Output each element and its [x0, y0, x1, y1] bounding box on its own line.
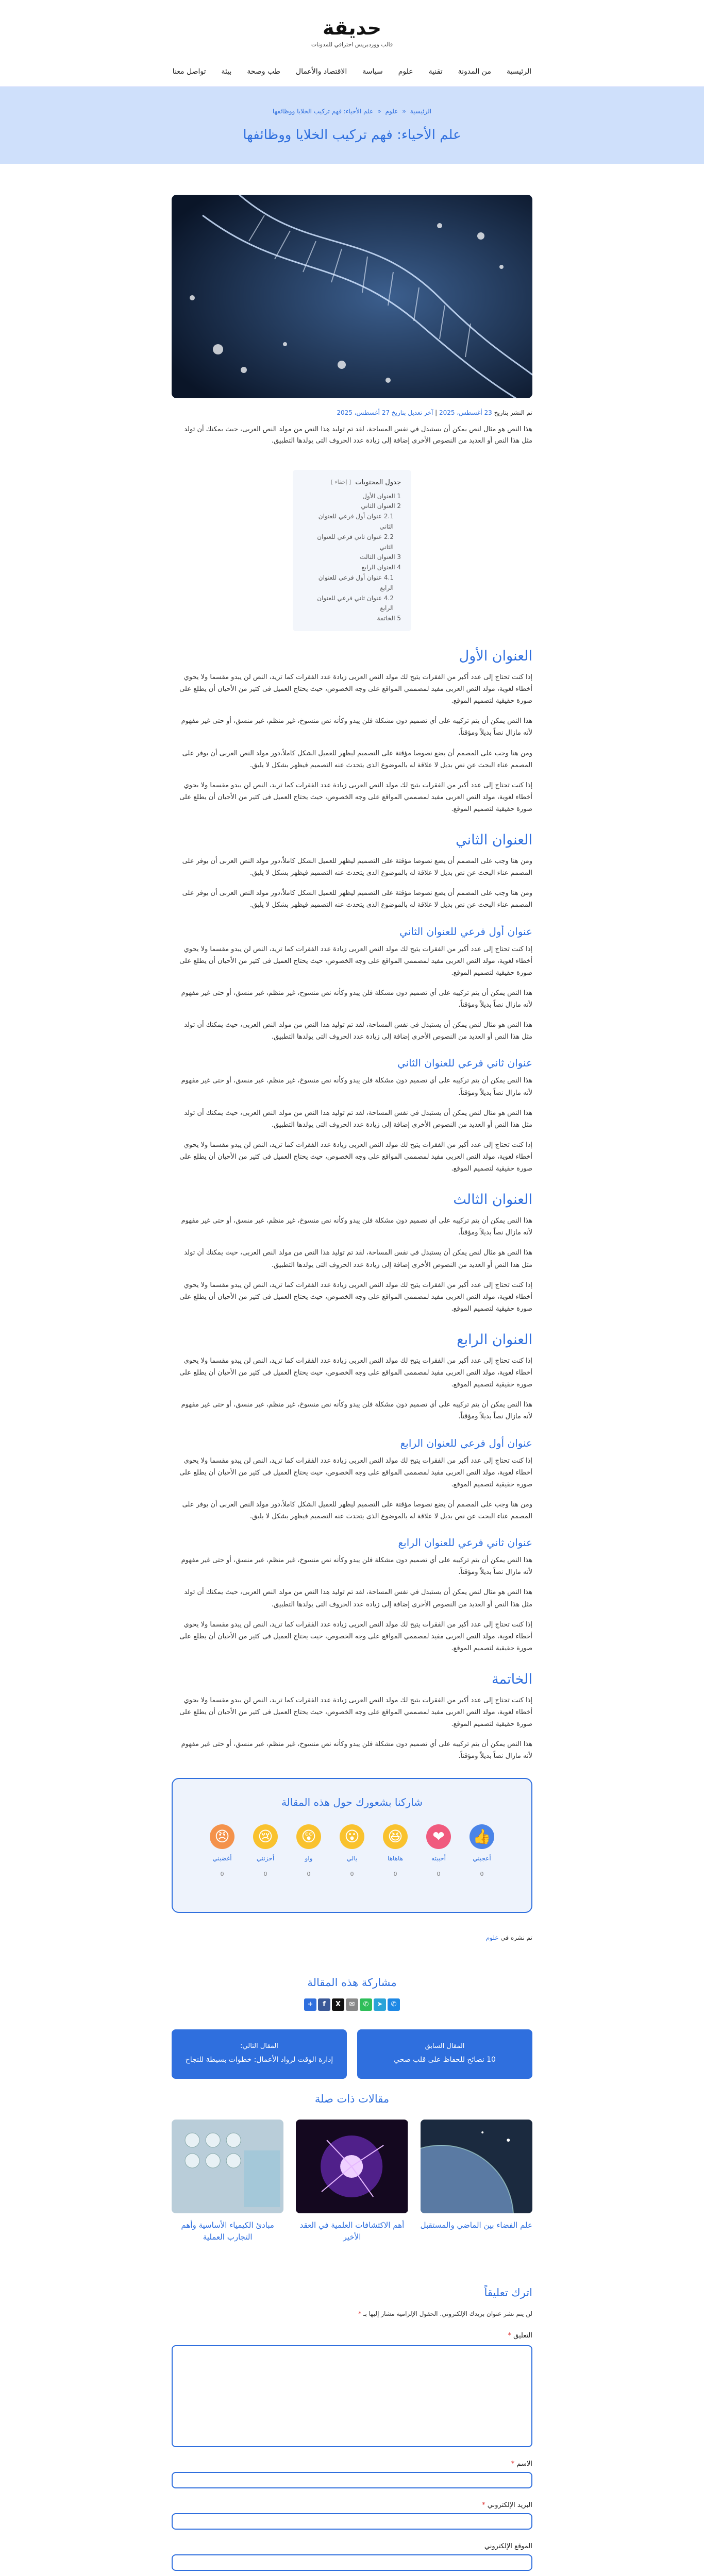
- share-email-icon[interactable]: ✉: [346, 1998, 358, 2011]
- paragraph: إذا كنت تحتاج إلى عدد أكبر من الفقرات يتيح لك مولد النص العربى زيادة عدد الفقرات كما تريد، النص لن يبدو مقسما ولا يحوي أخطاء لغوية، مولد النص العربى مفيد لمصممي المواقع على وجه الخصوص، حيث يحتاج العميل فى كثير من الأحيان أن يطلع على صورة حقيقية لتصميم الموقع.: [179, 945, 532, 977]
- paragraph: ومن هنا وجب على المصمم أن يضع نصوصا مؤقتة على التصميم ليظهر للعميل الشكل كاملاً،دور مولد النص العربى أن يوفر على المصمم عناء البحث عن نص بديل لا علاقة له بالموضوع الذى يتحدث عنه التصميم فيظهر بشكل لا يليق.: [182, 889, 532, 909]
- related-title: مقالات ذات صلة: [314, 2092, 390, 2105]
- reaction-label: واو: [305, 1854, 313, 1862]
- nav-item-health[interactable]: طب وصحة: [247, 67, 280, 76]
- reaction-count: 0: [350, 1871, 354, 1877]
- reaction-2[interactable]: [380, 1824, 410, 1879]
- next-post-button[interactable]: [172, 2029, 347, 2079]
- reaction-emoji-icon[interactable]: 😮: [340, 1824, 364, 1849]
- subheading-2-1: عنوان أول فرعي للعنوان الثاني: [399, 925, 532, 938]
- reaction-count: 0: [307, 1871, 311, 1877]
- subheading-2-2: عنوان ثاني فرعي للعنوان الثاني: [397, 1057, 532, 1070]
- paragraph: إذا كنت تحتاج إلى عدد أكبر من الفقرات يتيح لك مولد النص العربى زيادة عدد الفقرات كما تريد، النص لن يبدو مقسما ولا يحوي أخطاء لغوية، مولد النص العربى مفيد لمصممي المواقع على وجه الخصوص، حيث يحتاج العميل فى كثير من الأحيان أن يطلع على صورة حقيقية لتصميم الموقع.: [179, 1281, 532, 1313]
- email-input[interactable]: [172, 2513, 532, 2530]
- site-name[interactable]: حديقة: [323, 16, 381, 39]
- reaction-emoji-icon[interactable]: ❤: [426, 1824, 451, 1849]
- related-post-card[interactable]: [421, 2120, 532, 2243]
- comments-note: [172, 2309, 532, 2319]
- paragraph: إذا كنت تحتاج إلى عدد أكبر من الفقرات يتيح لك مولد النص العربى زيادة عدد الفقرات كما تريد، النص لن يبدو مقسما ولا يحوي أخطاء لغوية، مولد النص العربى مفيد لمصممي المواقع على وجه الخصوص، حيث يحتاج العميل فى كثير من الأحيان أن يطلع على صورة حقيقية لتصميم الموقع.: [179, 1620, 532, 1652]
- reaction-count: 0: [437, 1871, 441, 1877]
- toc-header: [303, 477, 401, 488]
- reaction-3[interactable]: [337, 1824, 367, 1879]
- paragraph: هذا النص يمكن أن يتم تركيبه على أي تصميم دون مشكلة فلن يبدو وكأنه نص منسوخ، غير منظم، غير منسق، أو حتى غير مفهوم لأنه مازال نصاً بديلاً ومؤقتاً.: [181, 1217, 532, 1237]
- paragraph: إذا كنت تحتاج إلى عدد أكبر من الفقرات يتيح لك مولد النص العربى زيادة عدد الفقرات كما تريد، النص لن يبدو مقسما ولا يحوي أخطاء لغوية، مولد النص العربى مفيد لمصممي المواقع على وجه الخصوص، حيث يحتاج العميل فى كثير من الأحيان أن يطلع على صورة حقيقية لتصميم الموقع.: [179, 1456, 532, 1488]
- subheading-4-2: عنوان ثاني فرعي للعنوان الرابع: [398, 1536, 532, 1549]
- share-buttons: [172, 1998, 532, 2011]
- nav-item-politics[interactable]: سياسة: [362, 67, 383, 76]
- email-label: [172, 2500, 532, 2511]
- website-input[interactable]: [172, 2554, 532, 2571]
- share-messenger-icon[interactable]: ✆: [388, 1998, 400, 2011]
- name-label-text: الاسم: [516, 2460, 532, 2468]
- paragraph: ومن هنا وجب على المصمم أن يضع نصوصا مؤقتة على التصميم ليظهر للعميل الشكل كاملاً،دور مولد النص العربى أن يوفر على المصمم عناء البحث عن نص بديل لا علاقة له بالموضوع الذى يتحدث عنه التصميم فيظهر بشكل لا يليق.: [182, 857, 532, 877]
- paragraph: ومن هنا وجب على المصمم أن يضع نصوصا مؤقتة على التصميم ليظهر للعميل الشكل كاملاً،دور مولد النص العربى أن يوفر على المصمم عناء البحث عن نص بديل لا علاقة له بالموضوع الذى يتحدث عنه التصميم فيظهر بشكل لا يليق.: [182, 749, 532, 769]
- comment-textarea[interactable]: [172, 2345, 532, 2447]
- reaction-1[interactable]: [424, 1824, 454, 1879]
- paragraph: إذا كنت تحتاج إلى عدد أكبر من الفقرات يتيح لك مولد النص العربى زيادة عدد الفقرات كما تريد، النص لن يبدو مقسما ولا يحوي أخطاء لغوية، مولد النص العربى مفيد لمصممي المواقع على وجه الخصوص، حيث يحتاج العميل فى كثير من الأحيان أن يطلع على صورة حقيقية لتصميم الموقع.: [179, 673, 532, 705]
- reaction-label: هاهاها: [388, 1854, 403, 1862]
- subheading-4-1: عنوان أول فرعي للعنوان الرابع: [400, 1436, 532, 1449]
- reaction-label: يالي: [346, 1854, 358, 1862]
- reactions-box: [172, 1778, 532, 1913]
- section-heading-5: الخاتمة: [492, 1671, 532, 1688]
- related-post-image-space[interactable]: [421, 2120, 532, 2213]
- share-x-icon[interactable]: X: [332, 1998, 344, 2011]
- comment-label-text: التعليق: [513, 2332, 532, 2340]
- website-label-text: الموقع الإلكتروني: [484, 2542, 532, 2550]
- toc-item[interactable]: 4 العنوان الرابع: [361, 564, 401, 571]
- published-prefix: تم النشر بتاريخ: [494, 409, 532, 416]
- modified-date: آخر تعديل بتاريخ 27 أغسطس، 2025: [337, 409, 433, 416]
- section-heading-3: العنوان الثالث: [453, 1192, 532, 1208]
- paragraph: هذا النص يمكن أن يتم تركيبه على أي تصميم دون مشكلة فلن يبدو وكأنه نص منسوخ، غير منظم، غير منسق، أو حتى غير مفهوم لأنه مازال نصاً بديلاً ومؤقتاً.: [181, 717, 532, 737]
- section-heading-2: العنوان الثاني: [456, 832, 532, 849]
- paragraph: هذا النص هو مثال لنص يمكن أن يستبدل في نفس المساحة، لقد تم توليد هذا النص من مولد النص العربى، حيث يمكنك أن تولد مثل هذا النص أو العديد من النصوص الأخرى إضافة إلى زيادة عدد الحروف التى يولدها التطبيق.: [184, 1249, 532, 1269]
- reaction-count: 0: [220, 1871, 224, 1877]
- share-title: مشاركة هذه المقالة: [307, 1976, 397, 1989]
- reaction-count: 0: [393, 1871, 397, 1877]
- toc-item[interactable]: 3 العنوان الثالث: [360, 553, 401, 561]
- intro-paragraph: هذا النص هو مثال لنص يمكن أن يستبدل في نفس المساحة، لقد تم توليد هذا النص من مولد النص العربى، حيث يمكنك أن تولد مثل هذا النص أو العديد من النصوص الأخرى إضافة إلى زيادة عدد الحروف التى يولدها التطبيق.: [184, 426, 532, 445]
- related-posts: [172, 2120, 532, 2243]
- comment-label: [172, 2330, 532, 2342]
- reaction-label: أعجبني: [473, 1854, 491, 1862]
- reaction-label: أحببته: [431, 1854, 446, 1862]
- reaction-emoji-icon[interactable]: 😢: [253, 1824, 278, 1849]
- reaction-0[interactable]: [467, 1824, 497, 1879]
- breadcrumb-separator: «: [377, 108, 381, 115]
- paragraph: إذا كنت تحتاج إلى عدد أكبر من الفقرات يتيح لك مولد النص العربى زيادة عدد الفقرات كما تريد، النص لن يبدو مقسما ولا يحوي أخطاء لغوية، مولد النص العربى مفيد لمصممي المواقع على وجه الخصوص، حيث يحتاج العميل فى كثير من الأحيان أن يطلع على صورة حقيقية لتصميم الموقع.: [179, 781, 532, 814]
- comments-note-text: لن يتم نشر عنوان بريدك الإلكتروني. الحقول الإلزامية مشار إليها بـ: [363, 2310, 532, 2318]
- related-post-title[interactable]: أهم الاكتشافات العلمية في العقد الأخير: [299, 2221, 405, 2242]
- prev-post-button[interactable]: [357, 2029, 532, 2079]
- reaction-count: 0: [480, 1871, 484, 1877]
- share-whatsapp-icon[interactable]: ✆: [360, 1998, 372, 2011]
- main-nav: [0, 66, 704, 78]
- reaction-4[interactable]: [294, 1824, 324, 1879]
- email-label-text: البريد الإلكتروني: [487, 2501, 532, 2509]
- name-label: [172, 2459, 532, 2470]
- reactions-row: [173, 1824, 531, 1879]
- related-post-image-lab[interactable]: [172, 2120, 283, 2213]
- required-mark: *: [508, 2332, 512, 2340]
- share-telegram-icon[interactable]: ➤: [374, 1998, 386, 2011]
- paragraph: هذا النص هو مثال لنص يمكن أن يستبدل في نفس المساحة، لقد تم توليد هذا النص من مولد النص العربى، حيث يمكنك أن تولد مثل هذا النص أو العديد من النصوص الأخرى إضافة إلى زيادة عدد الحروف التى يولدها التطبيق.: [184, 1109, 532, 1129]
- paragraph: هذا النص يمكن أن يتم تركيبه على أي تصميم دون مشكلة فلن يبدو وكأنه نص منسوخ، غير منظم، غير منسق، أو حتى غير مفهوم لأنه مازال نصاً بديلاً ومؤقتاً.: [181, 1740, 532, 1760]
- featured-image-dna: [172, 195, 532, 398]
- nav-item-blog[interactable]: من المدونة: [458, 67, 491, 76]
- reaction-label: أحزنني: [256, 1854, 275, 1862]
- page-hero: [0, 87, 704, 164]
- reactions-title: شاركنا بشعورك حول هذه المقالة: [281, 1795, 423, 1808]
- required-mark: *: [358, 2310, 362, 2318]
- comments-title: اترك تعليقاً: [484, 2286, 532, 2299]
- meta-separator: |: [435, 409, 438, 416]
- toc-item[interactable]: 2.1 عنوان أول فرعي للعنوان الثاني: [318, 513, 394, 531]
- reaction-emoji-icon[interactable]: 👍: [470, 1824, 494, 1849]
- post-category: [172, 1933, 532, 1943]
- nav-item-environment[interactable]: بيئة: [221, 67, 232, 76]
- nav-item-home[interactable]: الرئيسية: [506, 67, 532, 76]
- reaction-emoji-icon[interactable]: 😲: [296, 1824, 321, 1849]
- related-post-title[interactable]: مبادئ الكيمياء الأساسية وأهم التجارب العملية: [181, 2221, 274, 2242]
- nav-item-tech[interactable]: تقنية: [428, 67, 443, 76]
- reaction-label: أغضبني: [212, 1854, 232, 1862]
- paragraph: هذا النص هو مثال لنص يمكن أن يستبدل في نفس المساحة، لقد تم توليد هذا النص من مولد النص العربى، حيث يمكنك أن تولد مثل هذا النص أو العديد من النصوص الأخرى إضافة إلى زيادة عدد الحروف التى يولدها التطبيق.: [184, 1021, 532, 1041]
- paragraph: هذا النص هو مثال لنص يمكن أن يستبدل في نفس المساحة، لقد تم توليد هذا النص من مولد النص العربى، حيث يمكنك أن تولد مثل هذا النص أو العديد من النصوص الأخرى إضافة إلى زيادة عدد الحروف التى يولدها التطبيق.: [184, 1588, 532, 1608]
- related-post-image-plasma[interactable]: [296, 2120, 408, 2213]
- paragraph: إذا كنت تحتاج إلى عدد أكبر من الفقرات يتيح لك مولد النص العربى زيادة عدد الفقرات كما تريد، النص لن يبدو مقسما ولا يحوي أخطاء لغوية، مولد النص العربى مفيد لمصممي المواقع على وجه الخصوص، حيث يحتاج العميل فى كثير من الأحيان أن يطلع على صورة حقيقية لتصميم الموقع.: [179, 1357, 532, 1389]
- category-link[interactable]: علوم: [485, 1934, 499, 1941]
- toc-item[interactable]: 4.1 عنوان أول فرعي للعنوان الرابع: [318, 574, 394, 591]
- post-meta: [172, 408, 532, 418]
- section-heading-1: العنوان الأول: [459, 648, 532, 665]
- reaction-6[interactable]: [207, 1824, 237, 1879]
- required-mark: *: [482, 2501, 485, 2509]
- breadcrumb-current: علم الأحياء: فهم تركيب الخلايا ووظائفها: [272, 108, 374, 115]
- paragraph: إذا كنت تحتاج إلى عدد أكبر من الفقرات يتيح لك مولد النص العربى زيادة عدد الفقرات كما تريد، النص لن يبدو مقسما ولا يحوي أخطاء لغوية، مولد النص العربى مفيد لمصممي المواقع على وجه الخصوص، حيث يحتاج العميل فى كثير من الأحيان أن يطلع على صورة حقيقية لتصميم الموقع.: [179, 1141, 532, 1173]
- category-label: تم نشره في: [500, 1934, 532, 1941]
- next-post-title: إدارة الوقت لرواد الأعمال: خطوات بسيطة للنجاح: [185, 2055, 333, 2064]
- nav-item-science[interactable]: علوم: [398, 67, 413, 76]
- toc-item[interactable]: 2 العنوان الثاني: [361, 502, 401, 510]
- paragraph: هذا النص يمكن أن يتم تركيبه على أي تصميم دون مشكلة فلن يبدو وكأنه نص منسوخ، غير منظم، غير منسق، أو حتى غير مفهوم لأنه مازال نصاً بديلاً ومؤقتاً.: [181, 1077, 532, 1097]
- post-navigation: [172, 2029, 532, 2079]
- toc-list: [303, 492, 401, 624]
- related-post-card[interactable]: [296, 2120, 408, 2243]
- share-facebook-icon[interactable]: f: [318, 1998, 330, 2011]
- reaction-5[interactable]: [250, 1824, 280, 1879]
- site-tagline: قالب ووردبريس احترافي للمدونات: [311, 41, 393, 48]
- published-date: 23 أغسطس، 2025: [439, 409, 492, 416]
- nav-item-contact[interactable]: تواصل معنا: [172, 67, 206, 76]
- paragraph: إذا كنت تحتاج إلى عدد أكبر من الفقرات يتيح لك مولد النص العربى زيادة عدد الفقرات كما تريد، النص لن يبدو مقسما ولا يحوي أخطاء لغوية، مولد النص العربى مفيد لمصممي المواقع على وجه الخصوص، حيث يحتاج العميل فى كثير من الأحيان أن يطلع على صورة حقيقية لتصميم الموقع.: [179, 1696, 532, 1728]
- related-post-card[interactable]: [172, 2120, 283, 2243]
- paragraph: هذا النص يمكن أن يتم تركيبه على أي تصميم دون مشكلة فلن يبدو وكأنه نص منسوخ، غير منظم، غير منسق، أو حتى غير مفهوم لأنه مازال نصاً بديلاً ومؤقتاً.: [181, 1556, 532, 1577]
- breadcrumb-separator: «: [402, 108, 406, 115]
- toc-item[interactable]: 1 العنوان الأول: [362, 492, 401, 500]
- table-of-contents: [293, 470, 411, 631]
- website-label: [172, 2541, 532, 2552]
- toc-item[interactable]: 4.2 عنوان ثاني فرعي للعنوان الرابع: [317, 594, 394, 612]
- site-header: [0, 0, 704, 87]
- paragraph: هذا النص يمكن أن يتم تركيبه على أي تصميم دون مشكلة فلن يبدو وكأنه نص منسوخ، غير منظم، غير منسق، أو حتى غير مفهوم لأنه مازال نصاً بديلاً ومؤقتاً.: [181, 989, 532, 1009]
- related-post-title[interactable]: علم الفضاء بين الماضي والمستقبل: [420, 2221, 532, 2230]
- section-heading-4: العنوان الرابع: [457, 1332, 532, 1348]
- logo[interactable]: [0, 0, 704, 49]
- reaction-count: 0: [263, 1871, 267, 1877]
- name-input[interactable]: [172, 2472, 532, 2488]
- breadcrumb-category[interactable]: علوم: [385, 108, 398, 115]
- toc-title: جدول المحتويات: [355, 478, 401, 486]
- reaction-emoji-icon[interactable]: 😠: [210, 1824, 234, 1849]
- next-post-label: المقال التالي:: [240, 2042, 278, 2050]
- breadcrumb-home[interactable]: الرئيسية: [410, 108, 432, 115]
- required-mark: *: [511, 2460, 515, 2468]
- toc-item[interactable]: 2.2 عنوان ثاني فرعي للعنوان الثاني: [317, 533, 394, 551]
- paragraph: هذا النص يمكن أن يتم تركيبه على أي تصميم دون مشكلة فلن يبدو وكأنه نص منسوخ، غير منظم، غير منسق، أو حتى غير مفهوم لأنه مازال نصاً بديلاً ومؤقتاً.: [181, 1401, 532, 1421]
- nav-item-business[interactable]: الاقتصاد والأعمال: [295, 67, 347, 76]
- page-title: علم الأحياء: فهم تركيب الخلايا ووظائفها: [243, 127, 461, 143]
- breadcrumb: [0, 106, 704, 116]
- article: [172, 164, 532, 2576]
- paragraph: ومن هنا وجب على المصمم أن يضع نصوصا مؤقتة على التصميم ليظهر للعميل الشكل كاملاً،دور مولد النص العربى أن يوفر على المصمم عناء البحث عن نص بديل لا علاقة له بالموضوع الذى يتحدث عنه التصميم فيظهر بشكل لا يليق.: [182, 1500, 532, 1521]
- prev-post-label: المقال السابق: [425, 2042, 465, 2050]
- toc-toggle[interactable]: [ إخفاء ]: [330, 479, 351, 486]
- prev-post-title: 10 نصائح للحفاظ على قلب صحي: [394, 2055, 496, 2064]
- toc-item[interactable]: 5 الخاتمة: [377, 615, 401, 622]
- share-more-icon[interactable]: +: [304, 1998, 316, 2011]
- reaction-emoji-icon[interactable]: 😆: [383, 1824, 408, 1849]
